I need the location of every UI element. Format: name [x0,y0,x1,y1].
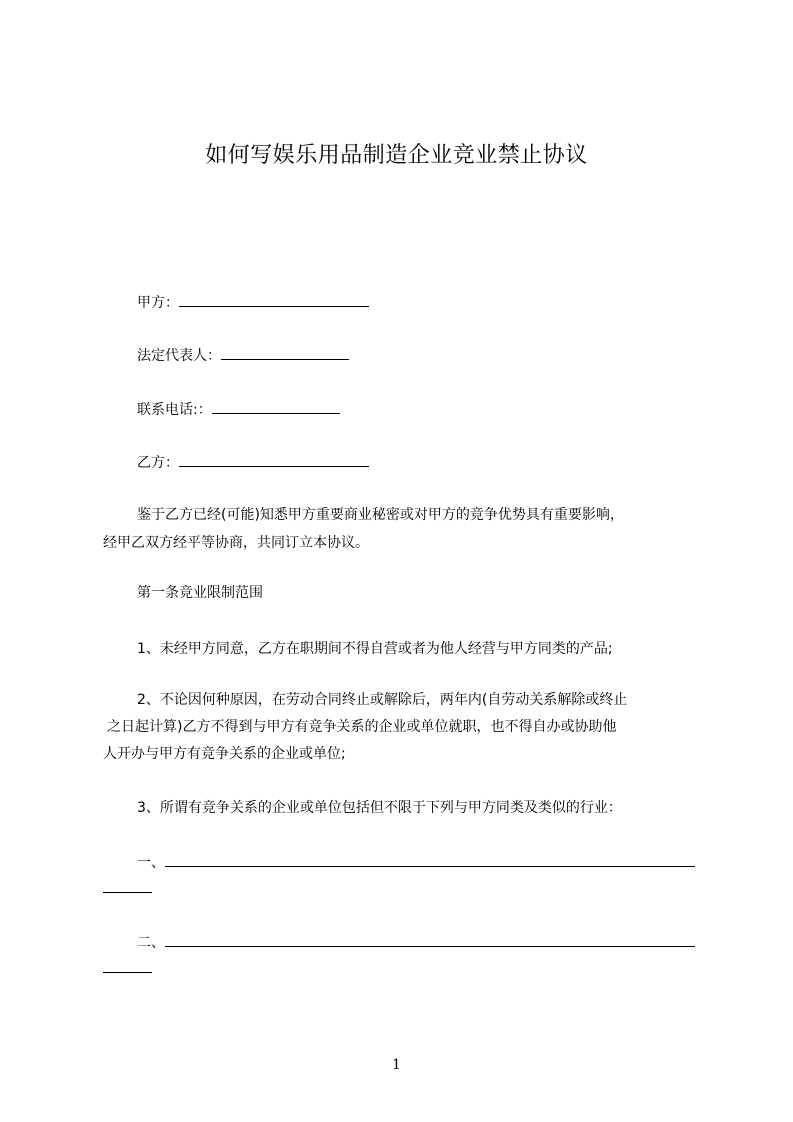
legal-rep-field [137,345,349,366]
legal-rep-label: 法定代表人： [137,348,221,364]
item-1-continuation [103,878,152,899]
item-1-blank [165,852,695,867]
party-a-label: 甲方： [137,295,179,311]
phone-field [137,399,340,420]
item-2-label: 二、 [137,935,165,951]
phone-label: 联系电话:： [137,402,212,418]
clause-2-line-1: 2、不论因何种原因，在劳动合同终止或解除后，两年内(自劳动关系解除或终止 [137,692,628,708]
item-1-field [137,852,695,873]
party-a-blank [179,292,369,307]
item-2-blank [165,932,695,947]
preamble-line-1: 鉴于乙方已经(可能)知悉甲方重要商业秘密或对甲方的竞争优势具有重要影响， [137,507,624,523]
party-a-field [137,292,369,313]
clause-3: 3、所谓有竞争关系的企业或单位包括但不限于下列与甲方同类及类似的行业： [137,800,622,816]
clause-2-line-3: 人开办与甲方有竞争关系的企业或单位; [103,746,346,762]
item-2-blank-continued [103,958,152,973]
document-title: 如何写娱乐用品制造企业竞业禁止协议 [205,143,588,168]
phone-blank [212,399,340,414]
item-1-blank-continued [103,878,152,893]
item-1-label: 一、 [137,855,165,871]
party-b-field [137,452,369,473]
clause-2-line-2: 之日起计算)乙方不得到与甲方有竞争关系的企业或单位就职，也不得自办或协助他 [107,719,617,735]
item-2-continuation [103,958,152,979]
preamble-line-2: 经甲乙双方经平等协商，共同订立本协议。 [103,535,369,551]
item-2-field [137,932,695,953]
article-1-heading: 第一条竞业限制范围 [137,585,263,601]
clause-1: 1、未经甲方同意，乙方在职期间不得自营或者为他人经营与甲方同类的产品; [137,641,613,657]
party-b-label: 乙方： [137,455,179,471]
party-b-blank [179,452,369,467]
legal-rep-blank [221,345,349,360]
page-number: 1 [392,1057,401,1073]
